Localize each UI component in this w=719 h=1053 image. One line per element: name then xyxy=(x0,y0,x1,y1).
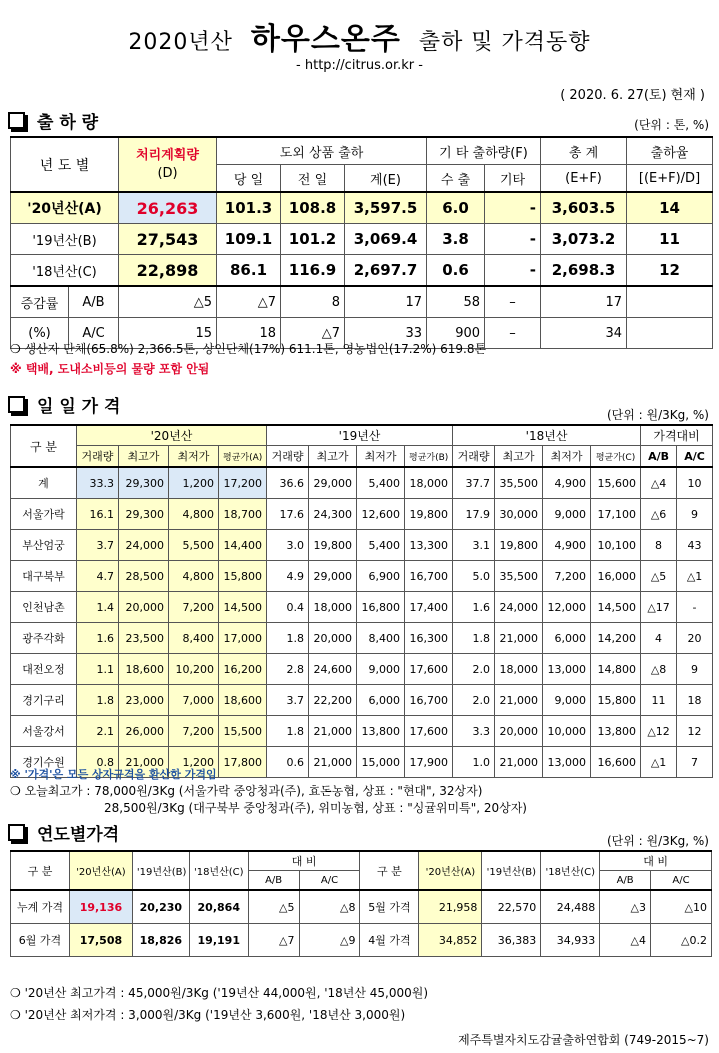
header-domestic: 도외 상품 출하 xyxy=(217,137,427,165)
shipment-note: ❍ 생산자 단체(65.8%) 2,366.5톤, 상인단체(17%) 611.1톤, 영농법인(17.2%) 619.8톤 xyxy=(10,342,487,356)
table-row: 경기구리 1.8 23,000 7,000 18,600 3.7 22,200 6,000 16,700 2.0 21,000 9,000 15,800 11 18 xyxy=(11,685,713,716)
yearly-note-min: ❍ '20년산 최저가격 : 3,000원/3Kg ('19년산 3,600원, '18년산 3,000원) xyxy=(10,1008,406,1022)
market-name: 서울강서 xyxy=(11,716,77,747)
header-sum: 계(E) xyxy=(345,165,427,193)
daily-note-2: ❍ 오늘최고가 : 78,000원/3Kg (서울가락 중앙청과(주), 효돈농협, 상표 : "현대", 32상자) xyxy=(10,784,483,798)
title-year: 2020년산 xyxy=(128,30,233,55)
header-today: 당 일 xyxy=(217,165,281,193)
site-url: - http://citrus.or.kr - xyxy=(296,58,423,73)
section-daily-title: 일 일 가 격 xyxy=(8,392,120,417)
table-row: 대구북부 4.7 28,500 4,800 15,800 4.9 29,000 6,900 16,700 5.0 35,500 7,200 16,000 △5 △1 xyxy=(11,561,713,592)
market-name: 대구북부 xyxy=(11,561,77,592)
table-row: '20년산(A) 26,263 101.3 108.8 3,597.5 6.0 - 3,603.5 14 xyxy=(11,192,713,224)
section-shipment-title: 출 하 량 xyxy=(8,108,98,133)
table-row: 증감률 A/B △5 △7 8 17 58 – 17 xyxy=(11,286,713,318)
report-date: ( 2020. 6. 27(토) 현재 ) xyxy=(560,88,705,103)
daily-price-table: 구 분 '20년산 '19년산 '18년산 가격대비 거래량 최고가 최저가 평균가(A) 거래량 최고가 최저가 평균가(B) 거래량 최고가 최저가 평균가(C) A/B A/C 계 33.3 29,300 1,200 17,200 36.6 29,000 5,400 18,000 37.7 35,500 4,900 15,600 △4 10 서울가락 16.1 29,300 4,800 18,700 17.6 24,300 12,600 19,800 17.9 30,000 9,000 17,100 △6 9 부산엄궁 3.7 24,000 5,500 14,400 3.0 19,800 5,400 13,300 3.1 19,800 4,900 10,100 8 43 대구북부 4.7 28,500 4,800 15,800 4.9 29,000 6,900 16,700 5.0 35,500 7,200 16,000 △5 △1 인천남촌 1.4 20,000 7,200 14,500 0.4 18,000 16,800 17,400 1.6 24,000 12,000 14,500 △17 - 광주각화 1.6 23,500 8,400 17,000 1.8 20,000 8,400 16,300 1.8 21,000 6,000 14,200 4 20 대전오정 1.1 18,600 10,200 16,200 2.8 24,600 9,000 17,600 2.0 18,000 13,000 14,800 △8 9 경기구리 1.8 23,000 7,000 18,600 3.7 22,200 6,000 16,700 2.0 21,000 9,000 15,800 11 18 서울강서 2.1 26,000 7,200 15,500 1.8 21,000 13,800 17,600 3.3 20,000 10,000 13,800 △12 12 경기수원 0.8 21,000 1,200 17,800 0.6 21,000 15,000 17,900 1.0 21,000 13,000 16,600 △1 7 xyxy=(10,424,713,778)
daily-note-1: ※ '가격'은 모든 상자규격을 환산한 가격임 xyxy=(10,768,217,781)
header-rate: 출하율 xyxy=(627,137,713,165)
title-topic: 출하 및 가격동향 xyxy=(418,30,591,55)
market-name: 부산엄궁 xyxy=(11,530,77,561)
header-other: 기 타 출하량(F) xyxy=(427,137,541,165)
table-row: 서울가락 16.1 29,300 4,800 18,700 17.6 24,300 12,600 19,800 17.9 30,000 9,000 17,100 △6 9 xyxy=(11,499,713,530)
header-total: 총 계 xyxy=(541,137,627,165)
daily-note-3: 28,500원/3Kg (대구북부 중앙청과(주), 위미농협, 상표 : "싱귤위미특", 20상자) xyxy=(104,801,527,815)
header-year: 년 도 별 xyxy=(11,137,119,192)
table-row: '18년산(C) 22,898 86.1 116.9 2,697.7 0.6 - 2,698.3 12 xyxy=(11,255,713,287)
header-2019: '19년산 xyxy=(267,425,453,446)
market-name: 경기구리 xyxy=(11,685,77,716)
page-title xyxy=(0,14,719,58)
yearly-unit: (단위 : 원/3Kg, %) xyxy=(606,834,709,848)
table-row: 누계 가격 19,136 20,230 20,864 △5 △8 5월 가격 21,958 22,570 24,488 △3 △10 xyxy=(11,890,712,924)
table-row: 대전오정 1.1 18,600 10,200 16,200 2.8 24,600 9,000 17,600 2.0 18,000 13,000 14,800 △8 9 xyxy=(11,654,713,685)
header-compare: 가격대비 xyxy=(641,425,713,446)
checkbox-icon xyxy=(8,824,25,841)
checkbox-icon xyxy=(8,396,25,413)
header-total-formula: (E+F) xyxy=(541,165,627,193)
table-row: 6월 가격 17,508 18,826 19,191 △7 △9 4월 가격 34,852 36,383 34,933 △4 △0.2 xyxy=(11,924,712,957)
header-gubun: 구 분 xyxy=(11,425,77,467)
table-row: 경기수원 0.8 21,000 1,200 17,800 0.6 21,000 15,000 17,900 1.0 21,000 13,000 16,600 △1 7 xyxy=(11,747,713,778)
header-etc: 기타 xyxy=(485,165,541,193)
section-yearly-title: 연도별가격 xyxy=(8,820,119,845)
table-row: 부산엄궁 3.7 24,000 5,500 14,400 3.0 19,800 5,400 13,300 3.1 19,800 4,900 10,100 8 43 xyxy=(11,530,713,561)
daily-unit: (단위 : 원/3Kg, %) xyxy=(606,408,709,422)
market-name: 서울가락 xyxy=(11,499,77,530)
market-name: 대전오정 xyxy=(11,654,77,685)
header-2020: '20년산 xyxy=(77,425,267,446)
table-row: (%) A/C 15 18 △7 33 900 – 34 xyxy=(11,318,713,349)
market-name: 광주각화 xyxy=(11,623,77,654)
shipment-table xyxy=(10,136,713,349)
market-name: 경기수원 xyxy=(11,747,77,778)
footer-org: 제주특별자치도감귤출하연합회 (749-2015~7) xyxy=(458,1033,709,1047)
title-product: 하우스온주 xyxy=(250,22,401,57)
header-prev: 전 일 xyxy=(281,165,345,193)
table-row: 계 33.3 29,300 1,200 17,200 36.6 29,000 5,400 18,000 37.7 35,500 4,900 15,600 △4 10 xyxy=(11,467,713,499)
yearly-price-table: 구 분 '20년산(A) '19년산(B) '18년산(C) 대 비 구 분 '20년산(A) '19년산(B) '18년산(C) 대 비 A/B A/C A/B A/C 누계 가격 19,136 20,230 20,864 △5 △8 5월 가격 21,958 22,570 24,488 △3 △10 6월 가격 17,508 18,826 19,191 △7 △9 4월 가격 34,852 36,383 34,933 △4 △0.2 xyxy=(10,850,712,957)
table-row: '19년산(B) 27,543 109.1 101.2 3,069.4 3.8 - 3,073.2 11 xyxy=(11,224,713,255)
shipment-warning: ※ 택배, 도내소비등의 물량 포함 안됨 xyxy=(10,362,210,376)
table-row: 인천남촌 1.4 20,000 7,200 14,500 0.4 18,000 16,800 17,400 1.6 24,000 12,000 14,500 △17 - xyxy=(11,592,713,623)
shipment-unit: (단위 : 톤, %) xyxy=(634,118,709,132)
yearly-note-max: ❍ '20년산 최고가격 : 45,000원/3Kg ('19년산 44,000원, '18년산 45,000원) xyxy=(10,986,429,1000)
checkbox-icon xyxy=(8,112,25,129)
header-plan: 처리계획량 (D) xyxy=(119,137,217,192)
header-rate-formula: [(E+F)/D] xyxy=(627,165,713,193)
table-row: 광주각화 1.6 23,500 8,400 17,000 1.8 20,000 8,400 16,300 1.8 21,000 6,000 14,200 4 20 xyxy=(11,623,713,654)
market-name: 계 xyxy=(11,467,77,499)
table-row: 서울강서 2.1 26,000 7,200 15,500 1.8 21,000 13,800 17,600 3.3 20,000 10,000 13,800 △12 12 xyxy=(11,716,713,747)
header-2018: '18년산 xyxy=(453,425,641,446)
header-export: 수 출 xyxy=(427,165,485,193)
market-name: 인천남촌 xyxy=(11,592,77,623)
